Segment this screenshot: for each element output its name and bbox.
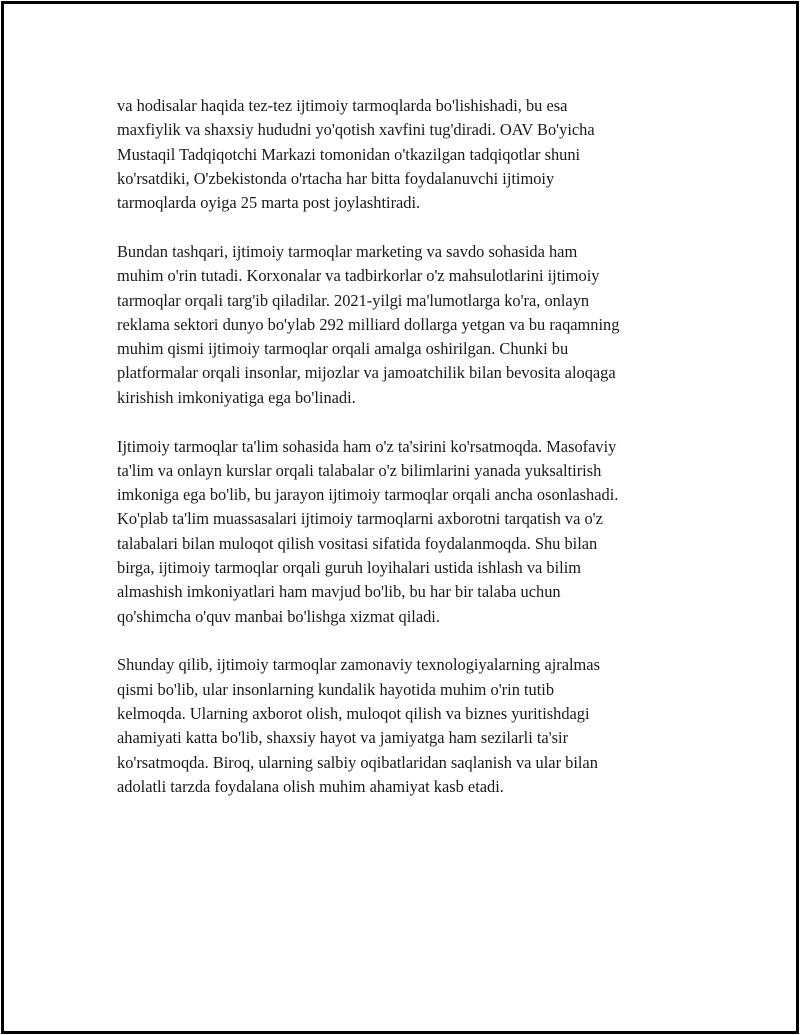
text-line: tarmoqlarda oyiga 25 marta post joylashtiradi. — [117, 193, 421, 213]
text-line: qo'shimcha o'quv manbai bo'lishga xizmat qiladi. — [117, 606, 440, 626]
text-line: birga, ijtimoiy tarmoqlar orqali guruh loyihalari ustida ishlash va bilim — [117, 558, 582, 578]
paragraph-3 — [117, 435, 717, 629]
text-line: qismi bo'lib, ular insonlarning kundalik hayotida muhim o'rin tutib — [117, 679, 555, 699]
text-line: imkoniga ega bo'lib, bu jarayon ijtimoiy tarmoqlar orqali ancha osonlashadi. — [117, 485, 619, 505]
text-line: ahamiyati katta bo'lib, shaxsiy hayot va jamiyatga ham sezilarli ta'sir — [117, 728, 569, 748]
text-line: maxfiylik va shaxsiy hududni yo'qotish xavfini tug'diradi. OAV Bo'yicha — [117, 120, 595, 140]
text-line: tarmoqlar orqali targ'ib qiladilar. 2021-yilgi ma'lumotlarga ko'ra, onlayn — [117, 290, 590, 310]
document-body — [117, 94, 717, 824]
text-line: Mustaqil Tadqiqotchi Markazi tomonidan o'tkazilgan tadqiqotlar shuni — [117, 144, 581, 164]
text-line: ko'rsatdiki, O'zbekistonda o'rtacha har bitta foydalanuvchi ijtimoiy — [117, 168, 555, 188]
text-line: reklama sektori dunyo bo'ylab 292 milliard dollarga yetgan va bu raqamning — [117, 314, 620, 334]
text-line: va hodisalar haqida tez-tez ijtimoiy tarmoqlarda bo'lishishadi, bu esa — [117, 96, 568, 115]
text-line: Bundan tashqari, ijtimoiy tarmoqlar marketing va savdo sohasida ham — [117, 241, 578, 261]
paragraph-2 — [117, 240, 717, 410]
text-line: adolatli tarzda foydalana olish muhim ahamiyat kasb etadi. — [117, 776, 504, 796]
text-line: muhim qismi ijtimoiy tarmoqlar orqali amalga oshirilgan. Chunki bu — [117, 339, 569, 359]
text-line: muhim o'rin tutadi. Korxonalar va tadbirkorlar o'z mahsulotlarini ijtimoiy — [117, 266, 600, 286]
text-line: Ko'plab ta'lim muassasalari ijtimoiy tarmoqlarni axborotni tarqatish va o'z — [117, 509, 603, 529]
text-line: talabalari bilan muloqot qilish vositasi sifatida foydalanmoqda. Shu bilan — [117, 533, 598, 553]
text-line: platformalar orqali insonlar, mijozlar va jamoatchilik bilan bevosita aloqaga — [117, 363, 616, 383]
text-line: kelmoqda. Ularning axborot olish, muloqot qilish va biznes yuritishdagi — [117, 704, 590, 724]
paragraph-1 — [117, 94, 717, 215]
text-line: Ijtimoiy tarmoqlar ta'lim sohasida ham o'z ta'sirini ko'rsatmoqda. Masofaviy — [117, 436, 617, 456]
text-line: ta'lim va onlayn kurslar orqali talabalar o'z bilimlarini yanada yuksaltirish — [117, 460, 602, 480]
text-line: Shunday qilib, ijtimoiy tarmoqlar zamonaviy texnologiyalarning ajralmas — [117, 655, 600, 675]
text-line: kirishish imkoniyatiga ega bo'linadi. — [117, 387, 356, 407]
paragraph-4 — [117, 653, 717, 799]
text-line: almashish imkoniyatlari ham mavjud bo'lib, bu har bir talaba uchun — [117, 582, 561, 602]
text-line: ko'rsatmoqda. Biroq, ularning salbiy oqibatlaridan saqlanish va ular bilan — [117, 752, 598, 772]
